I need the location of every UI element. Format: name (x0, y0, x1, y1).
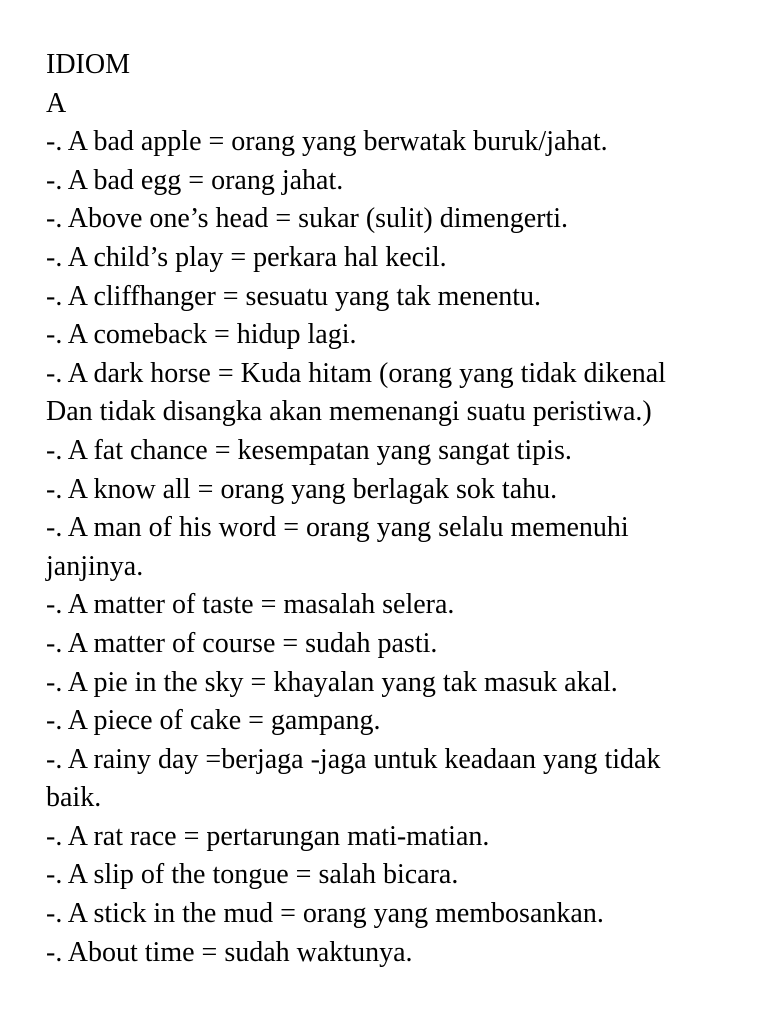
idiom-entry (46, 316, 746, 355)
idiom-entry (46, 432, 746, 471)
idiom-entry (46, 278, 746, 317)
idiom-entry (46, 818, 746, 857)
document-title: IDIOM (46, 49, 130, 80)
idiom-entry (46, 934, 746, 973)
entry-line: -. A comeback = hidup lagi. (46, 319, 357, 351)
entry-line: -. A bad egg = orang jahat. (46, 164, 344, 196)
idiom-entry (46, 123, 746, 162)
idiom-entry (46, 355, 746, 432)
entry-line: -. A cliffhanger = sesuatu yang tak menentu. (46, 280, 542, 312)
idiom-entry (46, 856, 746, 895)
entry-line: -. A man of his word = orang yang selalu memenuhi (46, 512, 629, 544)
entry-line: -. A child’s play = perkara hal kecil. (46, 241, 447, 273)
entry-line-continued: janjinya. (46, 550, 144, 582)
idiom-entry (46, 239, 746, 278)
entry-line: -. A matter of taste = masalah selera. (46, 589, 455, 621)
entry-line-continued: Dan tidak disangka akan memenangi suatu peristiwa.) (46, 396, 652, 428)
entry-line: -. A know all = orang yang berlagak sok tahu. (46, 473, 558, 505)
idiom-entry (46, 702, 746, 741)
entry-line: -. About time = sudah waktunya. (46, 936, 413, 968)
section-heading: A (46, 87, 67, 119)
entry-line: -. A matter of course = sudah pasti. (46, 627, 438, 659)
idiom-entry (46, 741, 746, 818)
idiom-entry (46, 586, 746, 625)
entry-line-continued: baik. (46, 782, 102, 814)
entry-line: -. A slip of the tongue = salah bicara. (46, 859, 459, 891)
entry-line: -. A dark horse = Kuda hitam (orang yang tidak dikenal (46, 357, 666, 389)
document-page (46, 46, 746, 972)
entry-line: -. A rat race = pertarungan mati-matian. (46, 820, 490, 852)
entry-line: -. A rainy day =berjaga -jaga untuk keadaan yang tidak (46, 743, 661, 775)
idiom-entry (46, 895, 746, 934)
entry-line: -. A piece of cake = gampang. (46, 705, 381, 737)
entry-line: -. Above one’s head = sukar (sulit) dimengerti. (46, 203, 569, 235)
entry-line: -. A stick in the mud = orang yang membosankan. (46, 898, 604, 930)
idiom-entry (46, 509, 746, 586)
entry-line: -. A bad apple = orang yang berwatak buruk/jahat. (46, 126, 608, 158)
entry-line: -. A pie in the sky = khayalan yang tak masuk akal. (46, 666, 618, 698)
idiom-entry (46, 664, 746, 703)
idiom-entry (46, 200, 746, 239)
idiom-entry (46, 625, 746, 664)
entry-line: -. A fat chance = kesempatan yang sangat tipis. (46, 434, 572, 466)
idiom-entry (46, 162, 746, 201)
idiom-entry (46, 471, 746, 510)
